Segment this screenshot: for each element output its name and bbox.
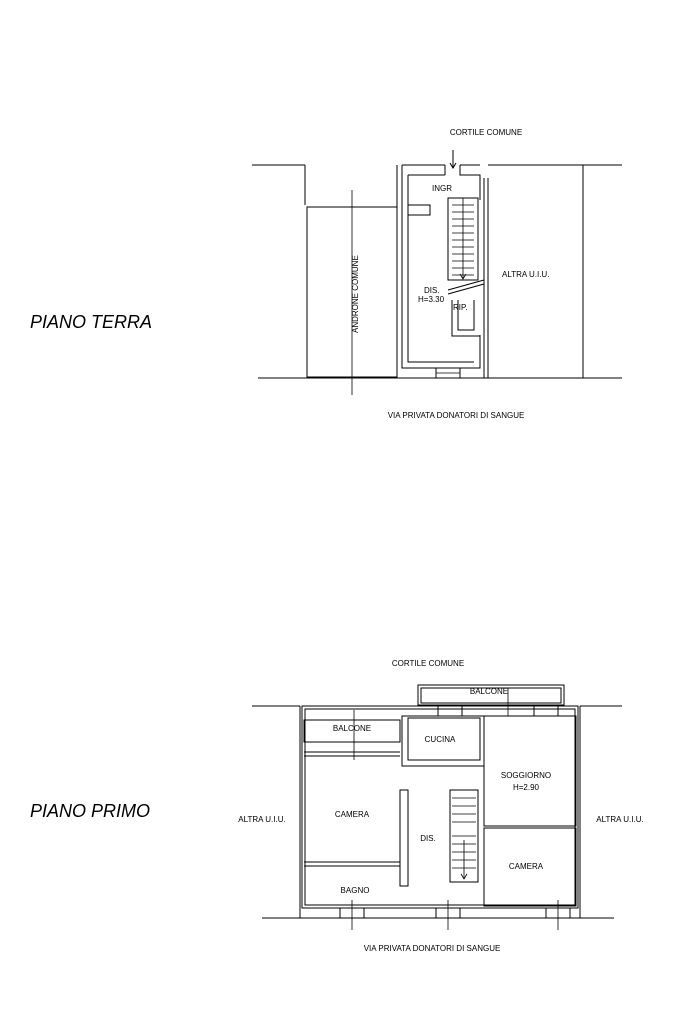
first-top-label: CORTILE COMUNE	[391, 659, 465, 668]
first-balcony-top-label: BALCONE	[469, 687, 509, 696]
ground-height-label: H=3.30	[418, 295, 445, 304]
ground-top-label: CORTILE COMUNE	[449, 128, 523, 137]
first-bathroom-label: BAGNO	[340, 886, 370, 895]
ground-corridor-label: DIS.	[424, 286, 440, 295]
first-corridor-label: DIS.	[420, 834, 436, 843]
ground-storage-label: RIP.	[453, 303, 468, 312]
ground-floor-title: PIANO TERRA	[30, 312, 153, 332]
first-kitchen-label: CUCINA	[424, 735, 456, 744]
first-height-label: H=2.90	[512, 783, 540, 792]
first-other-unit-left-label: ALTRA U.I.U.	[238, 815, 286, 824]
first-living-label: SOGGIORNO	[500, 771, 552, 780]
ground-common-hall-label: ANDRONE COMUNE	[351, 255, 360, 333]
first-bedroom-left-label: CAMERA	[334, 810, 370, 819]
ground-entrance-label: INGR	[432, 184, 452, 193]
first-other-unit-right-label: ALTRA U.I.U.	[596, 815, 644, 824]
ground-other-unit-label: ALTRA U.I.U.	[502, 270, 550, 279]
first-balcony-left-label: BALCONE	[332, 724, 372, 733]
first-floor-plan	[252, 685, 622, 930]
ground-bottom-label: VIA PRIVATA DONATORI DI SANGUE	[387, 411, 525, 420]
first-bottom-label: VIA PRIVATA DONATORI DI SANGUE	[363, 944, 501, 953]
first-bedroom-right-label: CAMERA	[508, 862, 544, 871]
first-floor-title: PIANO PRIMO	[30, 801, 151, 821]
